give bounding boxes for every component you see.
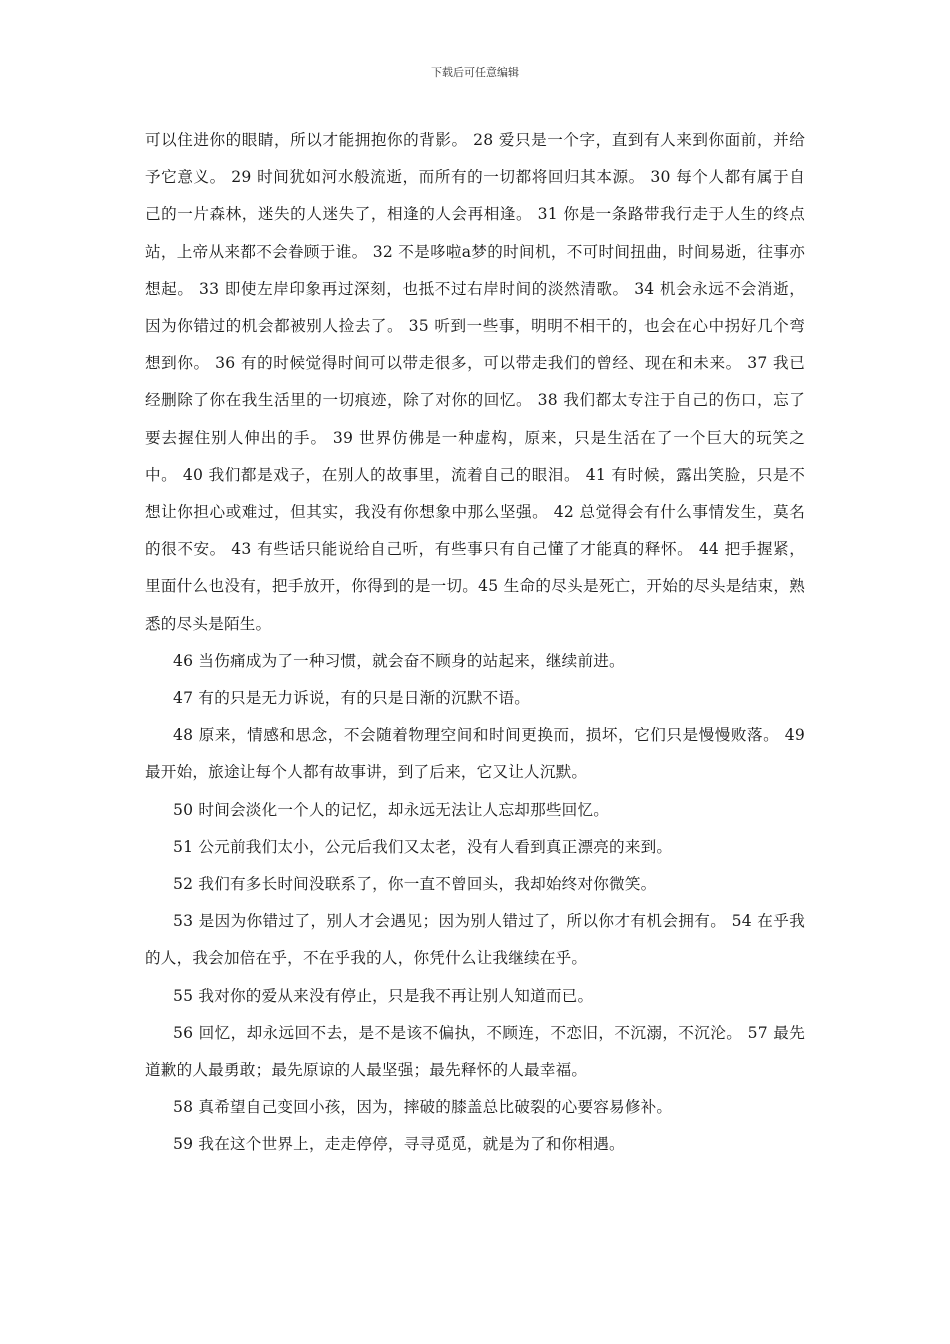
paragraph-3: 47 有的只是无力诉说，有的只是日渐的沉默不语。: [173, 689, 531, 708]
paragraph-8: 53 是因为你错过了，别人才会遇见；因为别人错过了，所以你才有机会拥有。 54 在乎我的人，我会加倍在乎，不在乎我的人，你凭什么让我继续在乎。: [145, 912, 805, 968]
document-body: [145, 122, 805, 1164]
paragraph-4: 48 原来，情感和思念，不会随着物理空间和时间更换而，损坏，它们只是慢慢败落。 49 最开始，旅途让每个人都有故事讲，到了后来，它又让人沉默。: [145, 726, 805, 782]
page-header: 下载后可任意编辑: [431, 66, 519, 79]
paragraph-1: 可以住进你的眼睛，所以才能拥抱你的背影。 28 爱只是一个字，直到有人来到你面前，并给予它意义。 29 时间犹如河水般流逝，而所有的一切都将回归其本源。 30 每个人都有属于自己的一片森林，迷失的人迷失了，相逢的人会再相逢。 31 你是一条路带我行走于人生的终点站，上帝从来都不会眷顾于谁。 32 不是哆啦a梦的时间机，不可时间扭曲，时间易逝，往事亦想起。 33 即使左岸印象再过深刻，也抵不过右岸时间的淡然清歌。 34 机会永远不会消逝，因为你错过的机会都被别人捡去了。 35 听到一些事，明明不相干的，也会在心中拐好几个弯想到你。 36 有的时候觉得时间可以带走很多，可以带走我们的曾经、现在和未来。 37 我已经删除了你在我生活里的一切痕迹，除了对你的回忆。 38 我们都太专注于自己的伤口，忘了要去握住别人伸出的手。 39 世界仿佛是一种虚构，原来，只是生活在了一个巨大的玩笑之中。 40 我们都是戏子，在别人的故事里，流着自己的眼泪。 41 有时候，露出笑脸，只是不想让你担心或难过，但其实，我没有你想象中那么坚强。 42 总觉得会有什么事情发生，莫名的很不安。 43 有些话只能说给自己听，有些事只有自己懂了才能真的释怀。 44 把手握紧，里面什么也没有，把手放开，你得到的是一切。45 生命的尽头是死亡，开始的尽头是结束，熟悉的尽头是陌生。: [145, 131, 805, 633]
paragraph-6: 51 公元前我们太小，公元后我们又太老，没有人看到真正漂亮的来到。: [173, 837, 673, 856]
paragraph-11: 58 真希望自己变回小孩，因为，摔破的膝盖总比破裂的心要容易修补。: [173, 1098, 673, 1117]
paragraph-12: 59 我在这个世界上，走走停停，寻寻觅觅，就是为了和你相遇。: [173, 1135, 625, 1154]
paragraph-5: 50 时间会淡化一个人的记忆，却永远无法让人忘却那些回忆。: [173, 800, 610, 819]
paragraph-7: 52 我们有多长时间没联系了，你一直不曾回头，我却始终对你微笑。: [173, 875, 657, 894]
paragraph-2: 46 当伤痛成为了一种习惯，就会奋不顾身的站起来，继续前进。: [173, 651, 625, 670]
paragraph-10: 56 回忆，却永远回不去，是不是该不偏执，不顾连，不恋旧，不沉溺，不沉沦。 57 最先道歉的人最勇敢；最先原谅的人最坚强；最先释怀的人最幸福。: [145, 1023, 805, 1080]
paragraph-9: 55 我对你的爱从来没有停止，只是我不再让别人知道而已。: [173, 986, 594, 1005]
